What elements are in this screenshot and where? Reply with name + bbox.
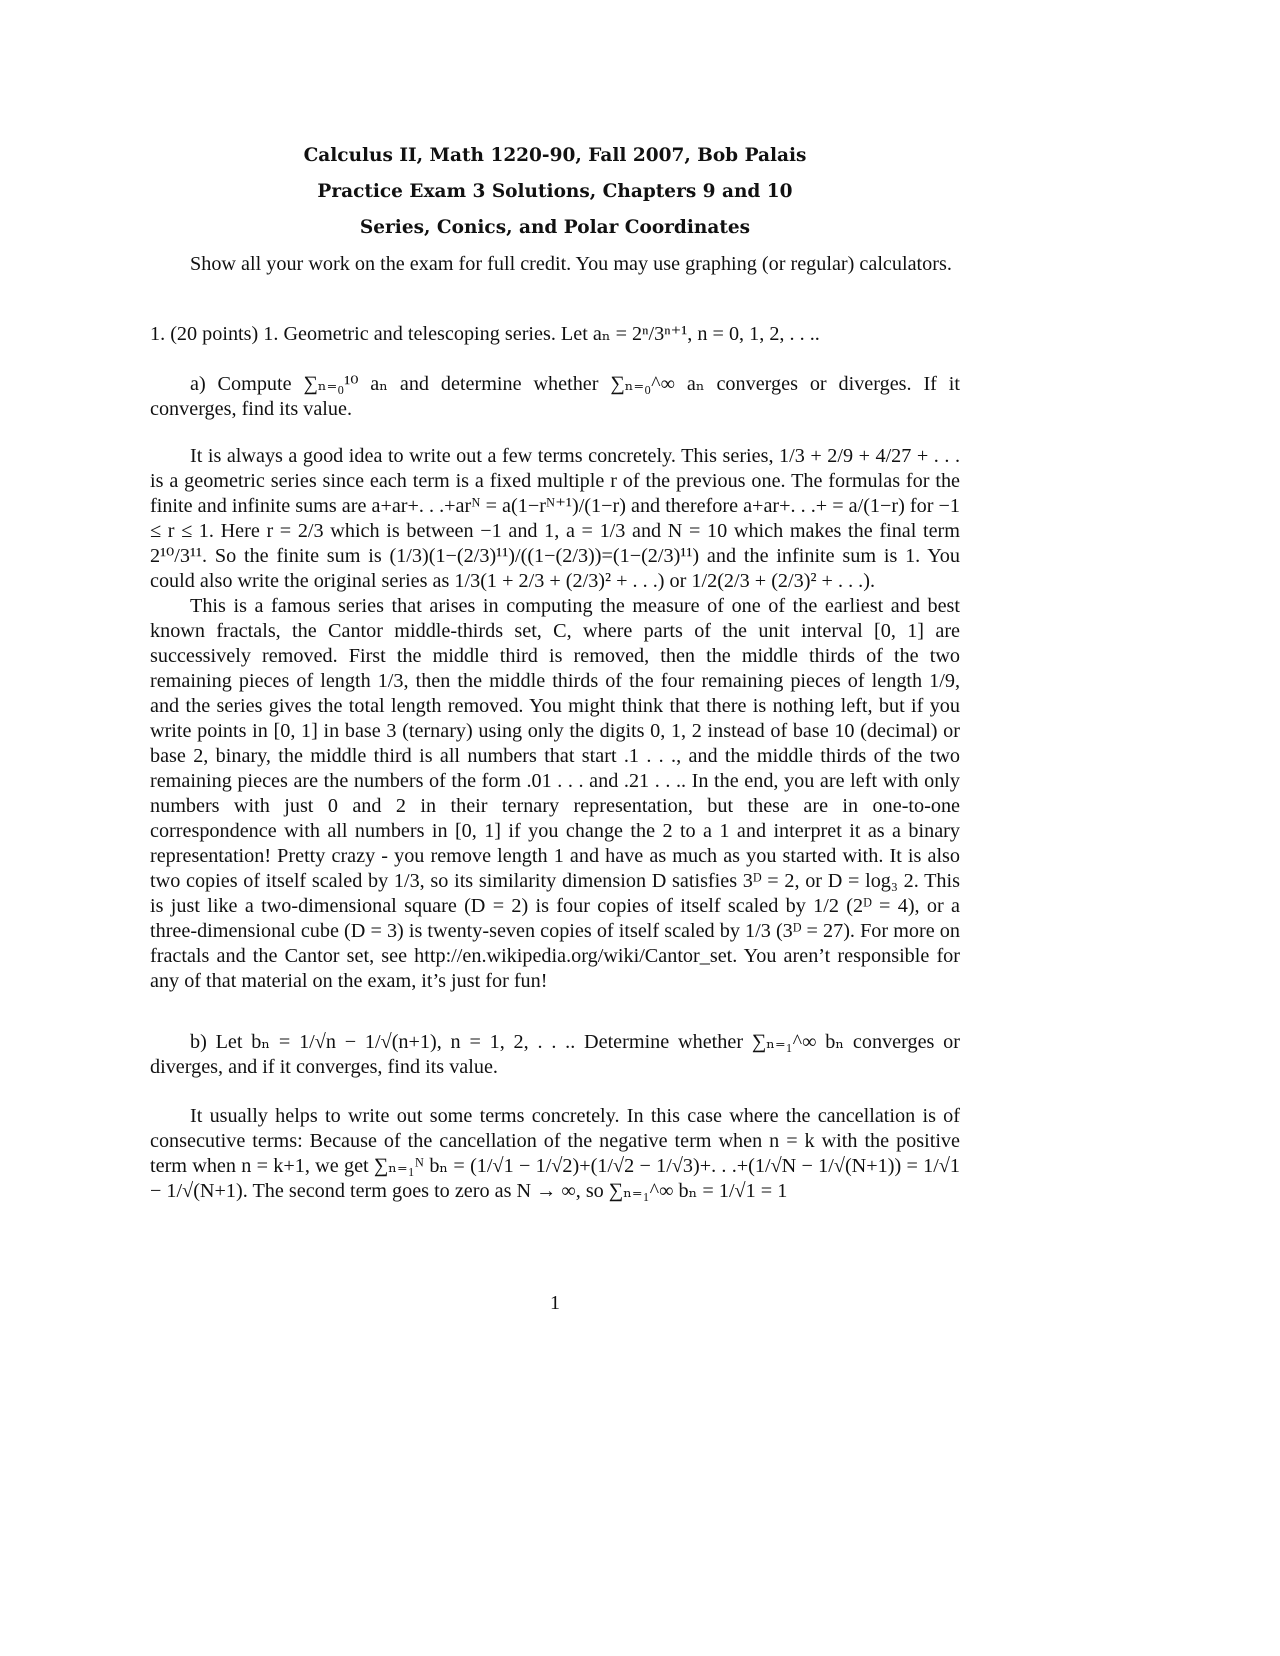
page-number: 1 bbox=[550, 1292, 560, 1314]
topic-title: Series, Conics, and Polar Coordinates bbox=[359, 217, 751, 238]
instructions-text: Show all your work on the exam for full credit. You may use graphing (or regular) calculators. bbox=[190, 253, 952, 275]
problem-1-header bbox=[150, 322, 960, 347]
instructions bbox=[150, 252, 960, 277]
part-b-prompt-text: b) Let bₙ = 1/√n − 1/√(n+1), n = 1, 2, . . .. Determine whether ∑ₙ₌₁^∞ bₙ converges or diverges, and if it converges, find its value. bbox=[150, 1031, 960, 1078]
part-a-prompt-text: a) Compute ∑ₙ₌₀¹⁰ aₙ and determine whether ∑ₙ₌₀^∞ aₙ converges or diverges. If it converges, find its value. bbox=[150, 373, 960, 420]
part-a-prompt bbox=[150, 372, 960, 422]
course-title: Calculus II, Math 1220-90, Fall 2007, Bob Palais bbox=[303, 145, 807, 166]
problem-1-header-text: 1. (20 points) 1. Geometric and telescoping series. Let aₙ = 2ⁿ/3ⁿ⁺¹, n = 0, 1, 2, . . .. bbox=[150, 323, 820, 345]
part-a-solution-paragraph-2: This is a famous series that arises in computing the measure of one of the earliest and best known fractals, the Cantor middle-thirds set, C, where parts of the unit interval [0, 1] are successively removed. First the middle third is removed, then the middle thirds of the two remaining pieces of length 1/3, then the middle thirds of the four remaining pieces of length 1/9, and the series gives the total length removed. You might think that there is nothing left, but if you write points in [0, 1] in base 3 (ternary) using only the digits 0, 1, 2 instead of base 10 (decimal) or base 2, binary, the middle third is all numbers that start .1 . . ., and the middle thirds of the two remaining pieces are the numbers of the form .01 . . . and .21 . . .. In the end, you are left with only numbers with just 0 and 2 in their ternary representation, but these are in one-to-one correspondence with all numbers in [0, 1] if you change the 2 to a 1 and interpret it as a binary representation! Pretty crazy - you remove length 1 and have as much as you started with. It is also two copies of itself scaled by 1/3, so its similarity dimension D satisfies 3ᴰ = 2, or D = log₃ 2. This is just like a two-dimensional square (D = 2) is four copies of itself scaled by 1/2 (2ᴰ = 4), or a three-dimensional cube (D = 3) is twenty-seven copies of itself scaled by 1/3 (3ᴰ = 27). For more on fractals and the Cantor set, see http://en.wikipedia.org/wiki/Cantor_set. You aren’t responsible for any of that material on the exam, it’s just for fun! bbox=[150, 595, 960, 992]
part-b-solution-text: It usually helps to write out some terms concretely. In this case where the cancellation is of consecutive terms: Because of the cancellation of the negative term when n = k with the positive term when n = k+1, we get ∑ₙ₌₁ᴺ bₙ = (1/√1 − 1/√2)+(1/√2 − 1/√3)+. . .+(1/√N − 1/√(N+1)) = 1/√1 − 1/√(N+1). The second term goes to zero as N → ∞, so ∑ₙ₌₁^∞ bₙ = 1/√1 = 1 bbox=[150, 1105, 960, 1202]
part-a-solution bbox=[150, 444, 960, 994]
exam-title: Practice Exam 3 Solutions, Chapters 9 and 10 bbox=[317, 181, 793, 202]
part-b-solution bbox=[150, 1104, 960, 1204]
part-b-prompt bbox=[150, 1030, 960, 1080]
part-a-solution-paragraph-1: It is always a good idea to write out a few terms concretely. This series, 1/3 + 2/9 + 4/27 + . . . is a geometric series since each term is a fixed multiple r of the previous one. The formulas for the finite and infinite sums are a+ar+. . .+arᴺ = a(1−rᴺ⁺¹)/(1−r) and therefore a+ar+. . .+ = a/(1−r) for −1 ≤ r ≤ 1. Here r = 2/3 which is between −1 and 1, a = 1/3 and N = 10 which makes the final term 2¹⁰/3¹¹. So the finite sum is (1/3)(1−(2/3)¹¹)/((1−(2/3))=(1−(2/3)¹¹) and the infinite sum is 1. You could also write the original series as 1/3(1 + 2/3 + (2/3)² + . . .) or 1/2(2/3 + (2/3)² + . . .). bbox=[150, 445, 960, 592]
